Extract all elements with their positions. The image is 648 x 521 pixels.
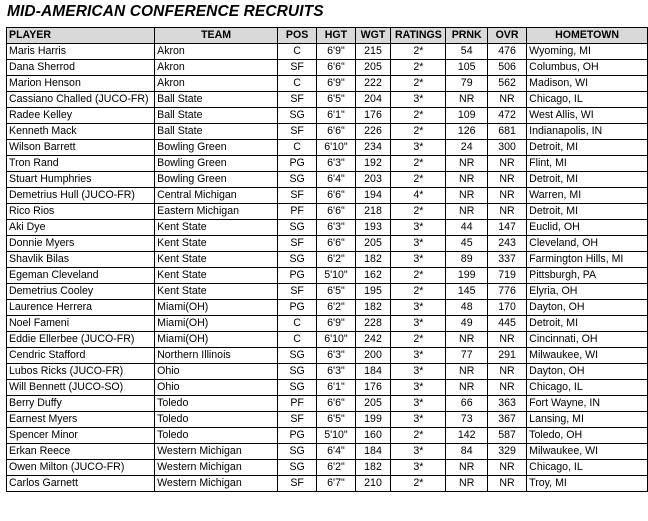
cell-wgt: 176 [355,108,391,124]
table-row [7,380,648,396]
table-row [7,156,648,172]
cell-hometown: Wyoming, MI [527,44,648,60]
cell-prnk: 84 [446,444,487,460]
cell-hgt: 6'6" [317,188,356,204]
cell-ratings: 3* [391,316,446,332]
cell-player: Aki Dye [7,220,155,236]
table-row [7,44,648,60]
cell-hometown: Fort Wayne, IN [527,396,648,412]
table-row [7,396,648,412]
cell-player: Cassiano Challed (JUCO-FR) [7,92,155,108]
cell-ratings: 3* [391,236,446,252]
cell-hgt: 6'5" [317,412,356,428]
cell-hgt: 6'3" [317,220,356,236]
cell-prnk: 77 [446,348,487,364]
cell-player: Shavlik Bilas [7,252,155,268]
cell-ratings: 3* [391,300,446,316]
cell-ratings: 4* [391,188,446,204]
recruits-table [6,27,648,492]
cell-team: Ball State [155,108,278,124]
cell-prnk: NR [446,380,487,396]
cell-hometown: Lansing, MI [527,412,648,428]
cell-hometown: Chicago, IL [527,92,648,108]
cell-pos: SF [278,60,317,76]
cell-hgt: 6'6" [317,124,356,140]
table-row [7,444,648,460]
cell-hgt: 6'3" [317,364,356,380]
cell-ratings: 3* [391,140,446,156]
cell-hgt: 6'6" [317,236,356,252]
cell-ovr: NR [487,460,526,476]
cell-hometown: Madison, WI [527,76,648,92]
cell-hometown: Cleveland, OH [527,236,648,252]
cell-wgt: 192 [355,156,391,172]
cell-pos: PG [278,268,317,284]
cell-ovr: 170 [487,300,526,316]
cell-wgt: 222 [355,76,391,92]
cell-hgt: 6'3" [317,348,356,364]
table-row [7,268,648,284]
cell-ovr: NR [487,92,526,108]
cell-hgt: 6'5" [317,284,356,300]
cell-team: Bowling Green [155,156,278,172]
cell-wgt: 184 [355,364,391,380]
column-header-ratings: RATINGS [391,28,446,44]
cell-ratings: 2* [391,476,446,492]
cell-wgt: 205 [355,396,391,412]
cell-player: Rico Rios [7,204,155,220]
cell-ovr: 681 [487,124,526,140]
cell-ovr: NR [487,476,526,492]
cell-prnk: NR [446,476,487,492]
cell-hometown: Detroit, MI [527,316,648,332]
cell-team: Ohio [155,380,278,396]
cell-hgt: 6'10" [317,140,356,156]
cell-team: Western Michigan [155,476,278,492]
cell-prnk: 73 [446,412,487,428]
cell-player: Eddie Ellerbee (JUCO-FR) [7,332,155,348]
cell-hometown: Toledo, OH [527,428,648,444]
cell-team: Central Michigan [155,188,278,204]
cell-pos: C [278,332,317,348]
cell-wgt: 205 [355,60,391,76]
table-row [7,412,648,428]
cell-team: Northern Illinois [155,348,278,364]
cell-ovr: 300 [487,140,526,156]
cell-prnk: 49 [446,316,487,332]
table-row [7,284,648,300]
cell-player: Wilson Barrett [7,140,155,156]
cell-team: Ball State [155,92,278,108]
cell-pos: SG [278,444,317,460]
cell-player: Radee Kelley [7,108,155,124]
cell-pos: PG [278,156,317,172]
column-header-team: TEAM [155,28,278,44]
cell-prnk: NR [446,332,487,348]
cell-pos: SF [278,236,317,252]
cell-hometown: Detroit, MI [527,204,648,220]
cell-ovr: 291 [487,348,526,364]
table-row [7,348,648,364]
cell-ratings: 2* [391,204,446,220]
cell-team: Eastern Michigan [155,204,278,220]
cell-prnk: NR [446,156,487,172]
cell-team: Ball State [155,124,278,140]
cell-ovr: 367 [487,412,526,428]
cell-ratings: 3* [391,444,446,460]
table-row [7,76,648,92]
cell-hometown: Milwaukee, WI [527,348,648,364]
cell-ratings: 2* [391,156,446,172]
cell-hometown: Euclid, OH [527,220,648,236]
cell-ovr: NR [487,156,526,172]
cell-team: Akron [155,44,278,60]
cell-prnk: 109 [446,108,487,124]
cell-player: Demetrius Hull (JUCO-FR) [7,188,155,204]
cell-wgt: 204 [355,92,391,108]
cell-pos: SG [278,172,317,188]
cell-wgt: 195 [355,284,391,300]
cell-player: Carlos Garnett [7,476,155,492]
cell-ovr: 329 [487,444,526,460]
cell-prnk: NR [446,460,487,476]
table-row [7,236,648,252]
cell-hgt: 6'2" [317,252,356,268]
cell-prnk: NR [446,204,487,220]
cell-hgt: 6'4" [317,172,356,188]
cell-prnk: 105 [446,60,487,76]
cell-ovr: 587 [487,428,526,444]
cell-pos: SG [278,348,317,364]
cell-ratings: 2* [391,428,446,444]
cell-pos: SF [278,188,317,204]
cell-team: Miami(OH) [155,316,278,332]
table-row [7,172,648,188]
cell-hometown: Detroit, MI [527,172,648,188]
cell-hgt: 6'5" [317,92,356,108]
table-row [7,316,648,332]
cell-ratings: 2* [391,76,446,92]
table-row [7,220,648,236]
cell-ratings: 2* [391,268,446,284]
cell-team: Kent State [155,252,278,268]
cell-ovr: 445 [487,316,526,332]
cell-hgt: 6'4" [317,444,356,460]
cell-pos: SG [278,108,317,124]
cell-wgt: 210 [355,476,391,492]
cell-wgt: 228 [355,316,391,332]
cell-ratings: 3* [391,460,446,476]
table-header [7,28,648,44]
cell-hometown: Dayton, OH [527,300,648,316]
table-row [7,476,648,492]
cell-ovr: 719 [487,268,526,284]
cell-pos: SG [278,380,317,396]
table-row [7,92,648,108]
cell-pos: PG [278,428,317,444]
cell-hometown: Elyria, OH [527,284,648,300]
cell-hometown: Pittsburgh, PA [527,268,648,284]
cell-player: Marion Henson [7,76,155,92]
cell-prnk: 24 [446,140,487,156]
cell-hgt: 6'1" [317,380,356,396]
cell-hometown: Cincinnati, OH [527,332,648,348]
cell-wgt: 182 [355,300,391,316]
cell-wgt: 215 [355,44,391,60]
cell-player: Lubos Ricks (JUCO-FR) [7,364,155,380]
cell-pos: SF [278,92,317,108]
cell-wgt: 162 [355,268,391,284]
cell-hometown: Chicago, IL [527,380,648,396]
cell-hometown: Detroit, MI [527,140,648,156]
column-header-prnk: PRNK [446,28,487,44]
cell-ovr: NR [487,332,526,348]
cell-ovr: 776 [487,284,526,300]
cell-wgt: 234 [355,140,391,156]
cell-pos: SF [278,476,317,492]
cell-player: Stuart Humphries [7,172,155,188]
cell-team: Western Michigan [155,444,278,460]
cell-wgt: 182 [355,252,391,268]
table-row [7,428,648,444]
cell-player: Maris Harris [7,44,155,60]
cell-ovr: 472 [487,108,526,124]
cell-wgt: 176 [355,380,391,396]
cell-pos: SG [278,220,317,236]
cell-wgt: 194 [355,188,391,204]
cell-hometown: Warren, MI [527,188,648,204]
table-row [7,140,648,156]
cell-prnk: NR [446,364,487,380]
cell-prnk: 54 [446,44,487,60]
cell-prnk: 45 [446,236,487,252]
cell-pos: PG [278,300,317,316]
cell-prnk: 126 [446,124,487,140]
cell-wgt: 160 [355,428,391,444]
cell-hgt: 6'9" [317,76,356,92]
cell-prnk: 48 [446,300,487,316]
cell-team: Kent State [155,220,278,236]
cell-ratings: 2* [391,60,446,76]
cell-hometown: Troy, MI [527,476,648,492]
cell-ovr: NR [487,204,526,220]
cell-team: Miami(OH) [155,300,278,316]
cell-ratings: 3* [391,380,446,396]
cell-wgt: 226 [355,124,391,140]
cell-wgt: 218 [355,204,391,220]
table-row [7,60,648,76]
column-header-player: PLAYER [7,28,155,44]
cell-player: Earnest Myers [7,412,155,428]
cell-pos: C [278,316,317,332]
cell-team: Toledo [155,412,278,428]
cell-hometown: Dayton, OH [527,364,648,380]
column-header-pos: POS [278,28,317,44]
cell-ovr: 243 [487,236,526,252]
cell-ovr: NR [487,188,526,204]
table-row [7,204,648,220]
cell-prnk: 44 [446,220,487,236]
cell-player: Berry Duffy [7,396,155,412]
cell-ratings: 3* [391,364,446,380]
cell-prnk: NR [446,92,487,108]
cell-prnk: NR [446,172,487,188]
cell-ratings: 3* [391,220,446,236]
cell-wgt: 200 [355,348,391,364]
cell-hometown: West Allis, WI [527,108,648,124]
table-row [7,300,648,316]
cell-team: Toledo [155,396,278,412]
cell-player: Noel Fameni [7,316,155,332]
cell-ovr: NR [487,172,526,188]
cell-hgt: 6'9" [317,316,356,332]
table-row [7,460,648,476]
table-row [7,124,648,140]
cell-team: Kent State [155,236,278,252]
cell-player: Laurence Herrera [7,300,155,316]
cell-ratings: 3* [391,412,446,428]
cell-wgt: 242 [355,332,391,348]
table-row [7,108,648,124]
cell-hgt: 6'1" [317,108,356,124]
cell-prnk: 142 [446,428,487,444]
cell-hgt: 6'2" [317,460,356,476]
cell-pos: PF [278,396,317,412]
cell-player: Donnie Myers [7,236,155,252]
cell-hgt: 6'6" [317,60,356,76]
cell-ovr: 337 [487,252,526,268]
cell-team: Akron [155,76,278,92]
cell-wgt: 205 [355,236,391,252]
cell-player: Tron Rand [7,156,155,172]
cell-ratings: 3* [391,348,446,364]
cell-team: Bowling Green [155,172,278,188]
cell-hgt: 6'7" [317,476,356,492]
table-row [7,332,648,348]
header-row [7,28,648,44]
cell-ratings: 2* [391,284,446,300]
cell-player: Will Bennett (JUCO-SO) [7,380,155,396]
cell-player: Egeman Cleveland [7,268,155,284]
cell-prnk: NR [446,188,487,204]
cell-hometown: Columbus, OH [527,60,648,76]
cell-wgt: 199 [355,412,391,428]
cell-hometown: Indianapolis, IN [527,124,648,140]
cell-ratings: 2* [391,108,446,124]
cell-prnk: 199 [446,268,487,284]
cell-player: Dana Sherrod [7,60,155,76]
cell-team: Bowling Green [155,140,278,156]
cell-ovr: 147 [487,220,526,236]
cell-ratings: 3* [391,252,446,268]
cell-team: Toledo [155,428,278,444]
cell-team: Kent State [155,268,278,284]
cell-hgt: 6'6" [317,396,356,412]
cell-pos: SF [278,124,317,140]
cell-ratings: 2* [391,44,446,60]
cell-wgt: 184 [355,444,391,460]
cell-ratings: 2* [391,332,446,348]
cell-pos: C [278,140,317,156]
cell-hometown: Farmington Hills, MI [527,252,648,268]
cell-pos: SF [278,412,317,428]
cell-ovr: 562 [487,76,526,92]
cell-ovr: 506 [487,60,526,76]
cell-player: Owen Milton (JUCO-FR) [7,460,155,476]
cell-hgt: 6'9" [317,44,356,60]
cell-pos: SG [278,364,317,380]
cell-pos: C [278,44,317,60]
table-body [7,44,648,492]
page-title: MID-AMERICAN CONFERENCE RECRUITS [7,3,324,20]
cell-player: Demetrius Cooley [7,284,155,300]
cell-pos: SG [278,252,317,268]
cell-player: Cendric Stafford [7,348,155,364]
cell-prnk: 79 [446,76,487,92]
table-row [7,364,648,380]
cell-team: Ohio [155,364,278,380]
cell-team: Akron [155,60,278,76]
cell-ratings: 2* [391,124,446,140]
cell-hometown: Milwaukee, WI [527,444,648,460]
cell-pos: C [278,76,317,92]
column-header-hgt: HGT [317,28,356,44]
cell-prnk: 145 [446,284,487,300]
cell-hgt: 6'10" [317,332,356,348]
cell-pos: SG [278,460,317,476]
cell-hgt: 5'10" [317,428,356,444]
cell-hometown: Flint, MI [527,156,648,172]
cell-prnk: 89 [446,252,487,268]
cell-team: Kent State [155,284,278,300]
cell-wgt: 203 [355,172,391,188]
cell-wgt: 182 [355,460,391,476]
cell-ratings: 3* [391,92,446,108]
cell-team: Western Michigan [155,460,278,476]
column-header-hometown: HOMETOWN [527,28,648,44]
cell-ovr: NR [487,364,526,380]
table-row [7,252,648,268]
cell-hgt: 6'3" [317,156,356,172]
cell-pos: SF [278,284,317,300]
cell-team: Miami(OH) [155,332,278,348]
table-row [7,188,648,204]
cell-prnk: 66 [446,396,487,412]
cell-pos: PF [278,204,317,220]
cell-hometown: Chicago, IL [527,460,648,476]
cell-ovr: NR [487,380,526,396]
cell-hgt: 6'6" [317,204,356,220]
cell-player: Spencer Minor [7,428,155,444]
cell-ovr: 476 [487,44,526,60]
column-header-ovr: OVR [487,28,526,44]
cell-ratings: 3* [391,396,446,412]
cell-player: Erkan Reece [7,444,155,460]
cell-player: Kenneth Mack [7,124,155,140]
cell-ovr: 363 [487,396,526,412]
cell-wgt: 193 [355,220,391,236]
cell-hgt: 5'10" [317,268,356,284]
cell-hgt: 6'2" [317,300,356,316]
cell-ratings: 2* [391,172,446,188]
column-header-wgt: WGT [355,28,391,44]
